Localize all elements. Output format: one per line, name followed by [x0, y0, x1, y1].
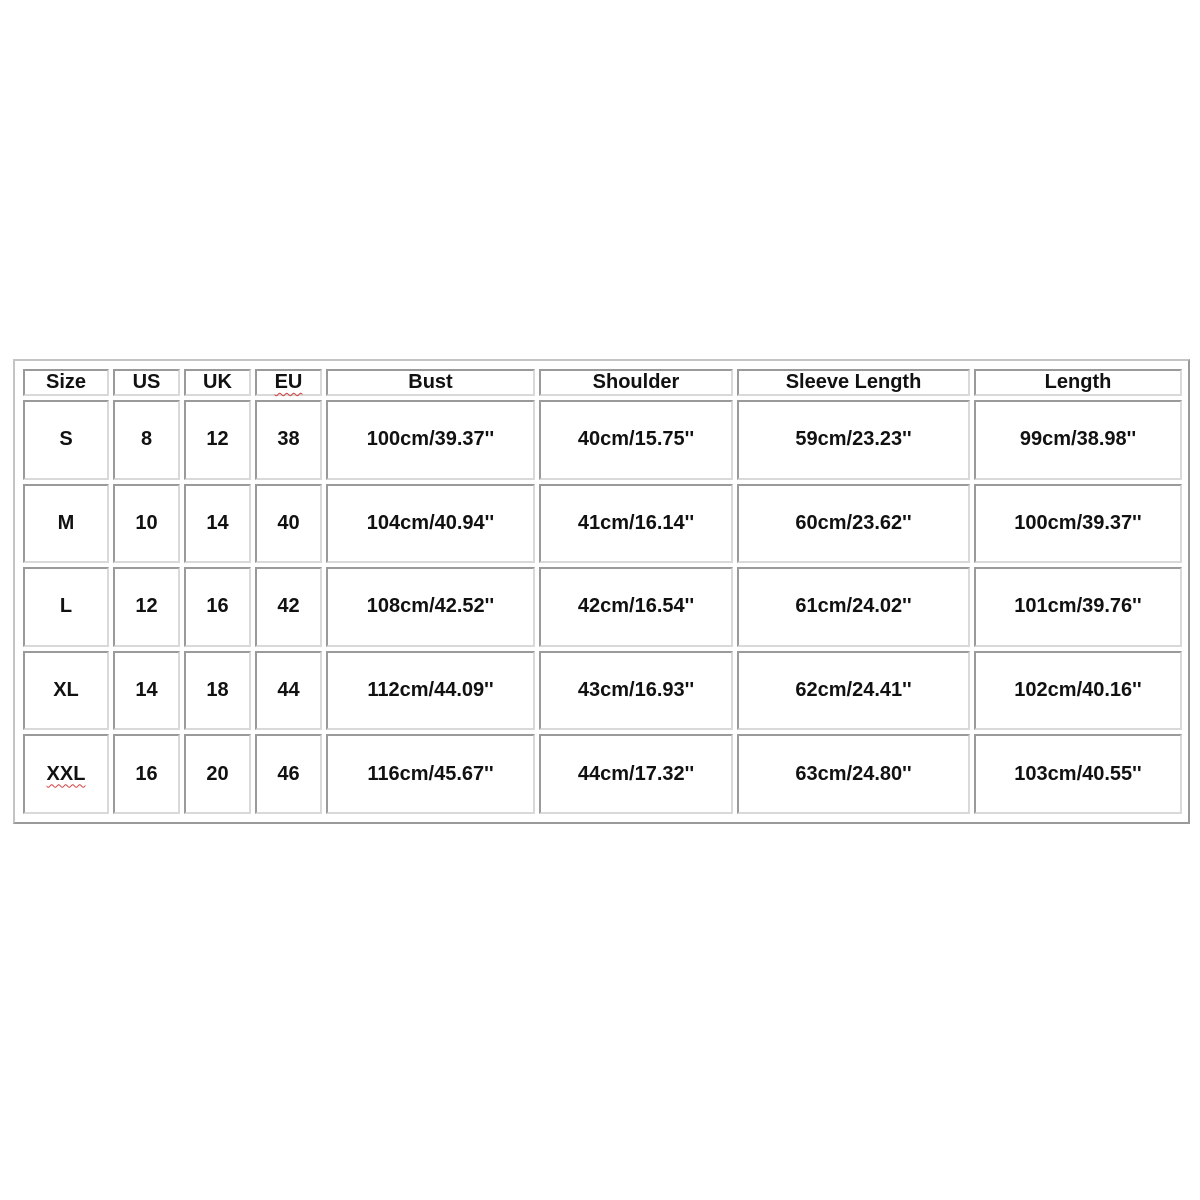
cell-bust: 112cm/44.09'' — [326, 651, 535, 731]
cell-bust: 116cm/45.67'' — [326, 734, 535, 814]
cell-shoulder: 42cm/16.54'' — [539, 567, 733, 647]
table-row — [23, 734, 1182, 814]
cell-shoulder: 43cm/16.93'' — [539, 651, 733, 731]
table-row — [23, 484, 1182, 564]
size-chart-container — [13, 359, 1190, 824]
cell-sleeve-length: 59cm/23.23'' — [737, 400, 970, 480]
cell-size: M — [23, 484, 109, 564]
header-shoulder: Shoulder — [539, 369, 733, 396]
header-size: Size — [23, 369, 109, 396]
cell-size — [23, 734, 109, 814]
cell-sleeve-length: 63cm/24.80'' — [737, 734, 970, 814]
size-chart-table — [19, 365, 1186, 818]
header-eu-label: EU — [274, 371, 303, 393]
header-sleeve-length: Sleeve Length — [737, 369, 970, 396]
cell-bust: 108cm/42.52'' — [326, 567, 535, 647]
header-row — [23, 369, 1182, 396]
cell-eu: 44 — [255, 651, 322, 731]
cell-length: 101cm/39.76'' — [974, 567, 1182, 647]
cell-us: 14 — [113, 651, 180, 731]
cell-size-label: XXL — [46, 762, 86, 785]
cell-sleeve-length: 60cm/23.62'' — [737, 484, 970, 564]
cell-length: 102cm/40.16'' — [974, 651, 1182, 731]
header-us: US — [113, 369, 180, 396]
cell-us: 12 — [113, 567, 180, 647]
cell-us: 10 — [113, 484, 180, 564]
table-row — [23, 567, 1182, 647]
cell-uk: 14 — [184, 484, 251, 564]
cell-uk: 20 — [184, 734, 251, 814]
cell-length: 103cm/40.55'' — [974, 734, 1182, 814]
header-bust: Bust — [326, 369, 535, 396]
cell-length: 99cm/38.98'' — [974, 400, 1182, 480]
cell-us: 16 — [113, 734, 180, 814]
cell-eu: 46 — [255, 734, 322, 814]
cell-bust: 104cm/40.94'' — [326, 484, 535, 564]
header-length: Length — [974, 369, 1182, 396]
table-row — [23, 651, 1182, 731]
cell-uk: 16 — [184, 567, 251, 647]
cell-sleeve-length: 62cm/24.41'' — [737, 651, 970, 731]
cell-shoulder: 41cm/16.14'' — [539, 484, 733, 564]
cell-eu: 38 — [255, 400, 322, 480]
cell-sleeve-length: 61cm/24.02'' — [737, 567, 970, 647]
cell-eu: 42 — [255, 567, 322, 647]
cell-size: XL — [23, 651, 109, 731]
cell-bust: 100cm/39.37'' — [326, 400, 535, 480]
cell-us: 8 — [113, 400, 180, 480]
cell-eu: 40 — [255, 484, 322, 564]
table-row — [23, 400, 1182, 480]
cell-uk: 18 — [184, 651, 251, 731]
cell-shoulder: 44cm/17.32'' — [539, 734, 733, 814]
cell-uk: 12 — [184, 400, 251, 480]
cell-size: S — [23, 400, 109, 480]
cell-length: 100cm/39.37'' — [974, 484, 1182, 564]
header-eu — [255, 369, 322, 396]
header-uk: UK — [184, 369, 251, 396]
cell-size: L — [23, 567, 109, 647]
cell-shoulder: 40cm/15.75'' — [539, 400, 733, 480]
